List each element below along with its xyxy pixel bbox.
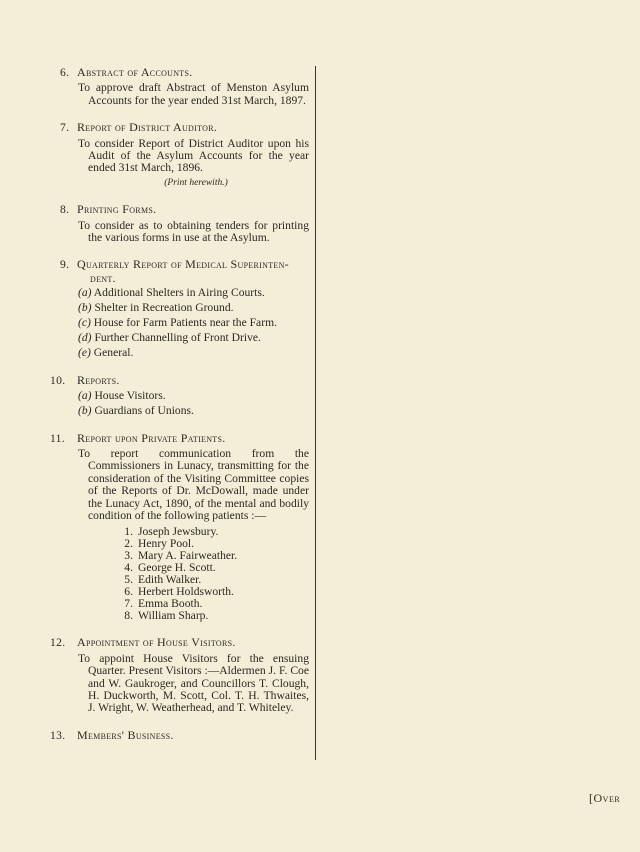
patient-entry: 7. Emma Booth. <box>124 597 203 611</box>
subitem: (b) Guardians of Unions. <box>78 404 194 418</box>
subitem: (d) Further Channelling of Front Drive. <box>78 331 261 345</box>
subitem-list <box>78 390 312 417</box>
item-title: Printing Forms. <box>77 202 157 217</box>
subitem: (a) Additional Shelters in Airing Courts. <box>78 286 265 300</box>
agenda-item-8 <box>50 203 312 244</box>
item-title: Reports. <box>77 372 120 387</box>
subitem: (c) House for Farm Patients near the Farm. <box>78 316 277 330</box>
item-title-continuation: dent. <box>90 270 116 285</box>
patient-entry: 2. Henry Pool. <box>124 537 195 551</box>
patient-list <box>116 526 312 622</box>
item-number: 10. <box>50 373 66 387</box>
agenda-item-9 <box>50 258 312 359</box>
item-body: To approve draft Abstract of Menston Asylum Accounts for the year ended 31st March, 1897. <box>78 81 309 107</box>
item-body: To appoint House Visitors for the ensuing Quarter. Present Visitors :—Aldermen J. F. Coe and W. Gaukroger, and Councillors T. Clough, H. Duckworth, M. Scott, Col. T. H. Thwaites, J. Wright, W. Weatherhead, and T. Whiteley. <box>78 651 309 715</box>
item-title: Report upon Private Patients. <box>77 430 226 445</box>
item-number: 12. <box>50 636 66 650</box>
item-title: Abstract of Accounts. <box>77 65 193 79</box>
item-title: Appointment of House Visitors. <box>77 635 236 650</box>
subitem-list <box>78 287 312 359</box>
item-title: Members' Business. <box>77 727 174 742</box>
page-turn-catchword: [Over <box>589 791 621 805</box>
agenda-item-6 <box>50 66 312 107</box>
patient-entry: 3. Mary A. Fairweather. <box>124 549 238 563</box>
subitem: (e) General. <box>78 346 134 360</box>
patient-entry: 4. George H. Scott. <box>124 561 216 575</box>
item-title: Quarterly Report of Medical Superinten- <box>77 257 289 272</box>
agenda-item-7 <box>50 121 312 189</box>
subitem: (a) House Visitors. <box>78 389 166 403</box>
item-number: 13. <box>50 728 66 742</box>
item-number: 9. <box>60 258 70 272</box>
agenda-item-13 <box>50 729 312 742</box>
patient-entry: 5. Edith Walker. <box>124 573 202 587</box>
item-body: To report communication from the Commissioners in Lunacy, transmitting for the consideration of the Visiting Committee copies of the Reports of Dr. McDowall, made under the Lunacy Act, 1890, of the mental and bodily condition of the following patients :— <box>78 446 309 522</box>
patient-entry: 6. Herbert Holdsworth. <box>124 585 234 599</box>
item-number: 11. <box>50 431 65 445</box>
agenda-item-11 <box>50 432 312 623</box>
item-number: 6. <box>60 66 70 79</box>
item-body: To consider as to obtaining tenders for printing the various forms in use at the Asylum. <box>78 218 309 245</box>
item-note: (Print herewith.) <box>164 177 228 188</box>
item-body: To consider Report of District Auditor upon his Audit of the Asylum Accounts for the year ended 31st March, 1896. <box>78 136 309 175</box>
column-divider <box>315 66 316 760</box>
patient-entry: 8. William Sharp. <box>124 609 209 623</box>
patient-entry: 1. Joseph Jewsbury. <box>124 525 219 539</box>
agenda-item-12 <box>50 636 312 714</box>
item-number: 7. <box>60 121 70 135</box>
subitem: (b) Shelter in Recreation Ground. <box>78 301 234 315</box>
agenda-item-10 <box>50 374 312 418</box>
item-title: Report of District Auditor. <box>77 120 218 135</box>
agenda-column <box>50 66 312 756</box>
item-number: 8. <box>60 203 70 217</box>
